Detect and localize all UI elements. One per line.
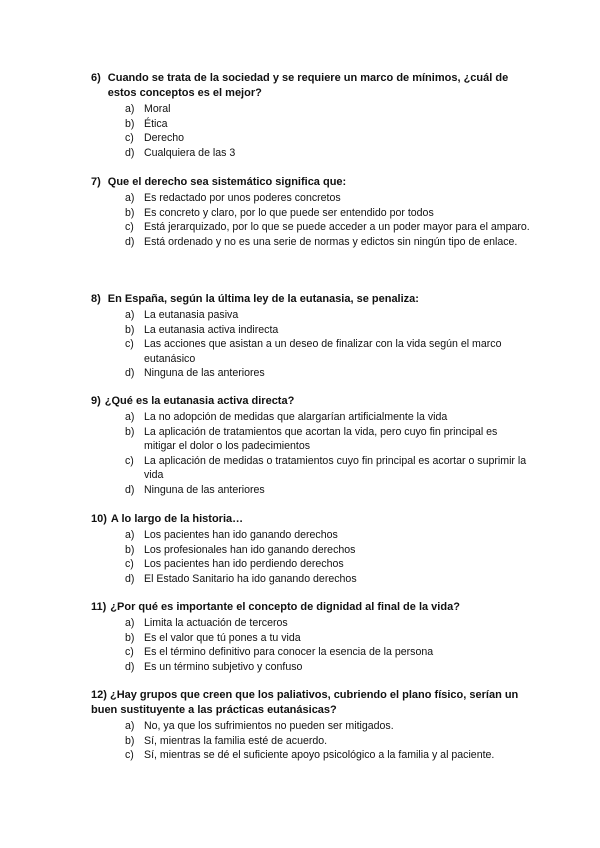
option-letter: a)	[125, 720, 135, 732]
option-text: Ninguna de las anteriores	[144, 367, 265, 380]
option-text: Limita la actuación de terceros	[144, 617, 288, 629]
question-title	[91, 688, 536, 718]
option-text: Es el término definitivo para conocer la esencia de la persona	[144, 646, 434, 659]
question-text: Cuando se trata de la sociedad y se requiere un marco de mínimos, ¿cuál de estos conceptos es el mejor?	[107, 72, 509, 99]
question-number: 12)	[91, 689, 107, 701]
question-title	[91, 394, 531, 409]
option-c	[91, 748, 536, 763]
option-letter: b)	[125, 425, 135, 438]
question-12	[91, 688, 536, 763]
option-letter: c)	[125, 338, 134, 351]
option-letter: b)	[125, 543, 135, 556]
option-text: Es un término subjetivo y confuso	[144, 660, 303, 673]
option-a	[91, 102, 531, 117]
option-text: Los pacientes han ido perdiendo derechos	[144, 558, 344, 571]
option-text: La aplicación de tratamientos que acortan la vida, pero cuyo fin principal es mitigar el dolor o los padecimientos	[144, 425, 498, 453]
question-text: ¿Qué es la eutanasia activa directa?	[104, 395, 295, 407]
option-c	[91, 557, 531, 572]
option-b	[91, 425, 531, 454]
option-letter: b)	[125, 117, 135, 130]
question-6	[91, 71, 531, 160]
option-d	[91, 366, 531, 381]
question-text: ¿Por qué es importante el concepto de dignidad al final de la vida?	[110, 601, 460, 613]
option-d	[91, 483, 531, 498]
question-number: 11)	[91, 601, 107, 613]
option-text: Es concreto y claro, por lo que puede ser entendido por todos	[144, 206, 434, 219]
question-number: 8)	[91, 293, 101, 305]
question-text: Que el derecho sea sistemático significa que:	[107, 176, 347, 188]
option-text: El Estado Sanitario ha ido ganando derechos	[144, 572, 357, 585]
option-text: Está jerarquizado, por lo que se puede acceder a un poder mayor para el amparo.	[144, 221, 530, 234]
option-text: Es redactado por unos poderes concretos	[144, 192, 341, 204]
option-text: La eutanasia activa indirecta	[144, 323, 279, 336]
option-a	[91, 528, 531, 543]
option-list	[91, 616, 531, 674]
option-text: Sí, mientras la familia esté de acuerdo.	[144, 734, 328, 747]
option-list	[91, 719, 536, 763]
option-c	[91, 220, 531, 235]
option-letter: c)	[125, 646, 134, 659]
option-letter: d)	[125, 146, 135, 159]
option-d	[91, 572, 531, 587]
question-11	[91, 600, 531, 674]
question-text: 12) ¿Hay grupos que creen que los paliativos, cubriendo el plano físico, serían un buen sustituyente a las prácticas eutanásicas?	[91, 689, 519, 716]
option-text: Sí, mientras se dé el suficiente apoyo psicológico a la familia y al paciente.	[144, 749, 495, 762]
question-7	[91, 175, 531, 249]
option-letter: a)	[125, 309, 135, 321]
question-number: 7)	[91, 176, 101, 188]
question-9	[91, 394, 531, 498]
option-text: Es el valor que tú pones a tu vida	[144, 631, 301, 644]
option-letter: c)	[125, 749, 134, 762]
option-text: Los pacientes han ido ganando derechos	[144, 529, 338, 541]
option-letter: c)	[125, 454, 134, 467]
option-b	[91, 734, 536, 749]
question-number: 10)	[91, 513, 107, 525]
option-list	[91, 410, 531, 498]
option-b	[91, 117, 531, 132]
option-text: La no adopción de medidas que alargarían artificialmente la vida	[144, 411, 448, 423]
option-text: Ninguna de las anteriores	[144, 483, 265, 496]
option-letter: c)	[125, 558, 134, 571]
option-d	[91, 235, 531, 250]
option-b	[91, 206, 531, 221]
option-letter: d)	[125, 483, 135, 496]
question-title	[91, 600, 531, 615]
option-letter: d)	[125, 367, 135, 380]
question-text: A lo largo de la historia…	[110, 513, 244, 525]
option-d	[91, 146, 531, 161]
option-text: Está ordenado y no es una serie de normas y edictos sin ningún tipo de enlace.	[144, 235, 518, 248]
option-letter: b)	[125, 631, 135, 644]
option-letter: d)	[125, 235, 135, 248]
option-text: La eutanasia pasiva	[144, 309, 239, 321]
option-a	[91, 719, 536, 734]
option-text: Cualquiera de las 3	[144, 146, 236, 159]
option-letter: d)	[125, 572, 135, 585]
option-list	[91, 191, 531, 249]
option-text: Los profesionales han ido ganando derechos	[144, 543, 356, 556]
option-letter: a)	[125, 411, 135, 423]
option-letter: c)	[125, 221, 134, 234]
option-c	[91, 645, 531, 660]
question-title	[91, 292, 531, 307]
option-letter: c)	[125, 132, 134, 145]
option-b	[91, 323, 531, 338]
option-c	[91, 337, 531, 366]
option-letter: b)	[125, 206, 135, 219]
question-8	[91, 292, 531, 381]
option-text: Ética	[144, 117, 168, 130]
option-letter: a)	[125, 103, 135, 115]
option-text: Las acciones que asistan a un deseo de finalizar con la vida según el marco eutanásico	[144, 338, 502, 365]
option-a	[91, 616, 531, 631]
option-list	[91, 102, 531, 160]
option-c	[91, 131, 531, 146]
option-list	[91, 528, 531, 586]
option-b	[91, 631, 531, 646]
option-letter: d)	[125, 660, 135, 673]
option-c	[91, 454, 531, 483]
question-title	[91, 71, 531, 101]
option-b	[91, 543, 531, 558]
option-a	[91, 410, 531, 425]
question-title	[91, 175, 531, 190]
option-a	[91, 191, 531, 206]
question-text: En España, según la última ley de la eutanasia, se penaliza:	[107, 293, 419, 305]
option-d	[91, 660, 531, 675]
option-text: La aplicación de medidas o tratamientos cuyo fin principal es acortar o suprimir la vida	[144, 454, 527, 482]
option-text: No, ya que los sufrimientos no pueden ser mitigados.	[144, 720, 394, 732]
option-letter: b)	[125, 734, 135, 747]
question-title	[91, 512, 531, 527]
option-letter: b)	[125, 323, 135, 336]
option-letter: a)	[125, 617, 135, 629]
question-10	[91, 512, 531, 586]
option-list	[91, 308, 531, 381]
option-text: Derecho	[144, 132, 185, 145]
question-number: 6)	[91, 72, 101, 84]
option-letter: a)	[125, 529, 135, 541]
option-letter: a)	[125, 192, 135, 204]
option-text: Moral	[144, 103, 171, 115]
option-a	[91, 308, 531, 323]
question-number: 9)	[91, 395, 101, 407]
